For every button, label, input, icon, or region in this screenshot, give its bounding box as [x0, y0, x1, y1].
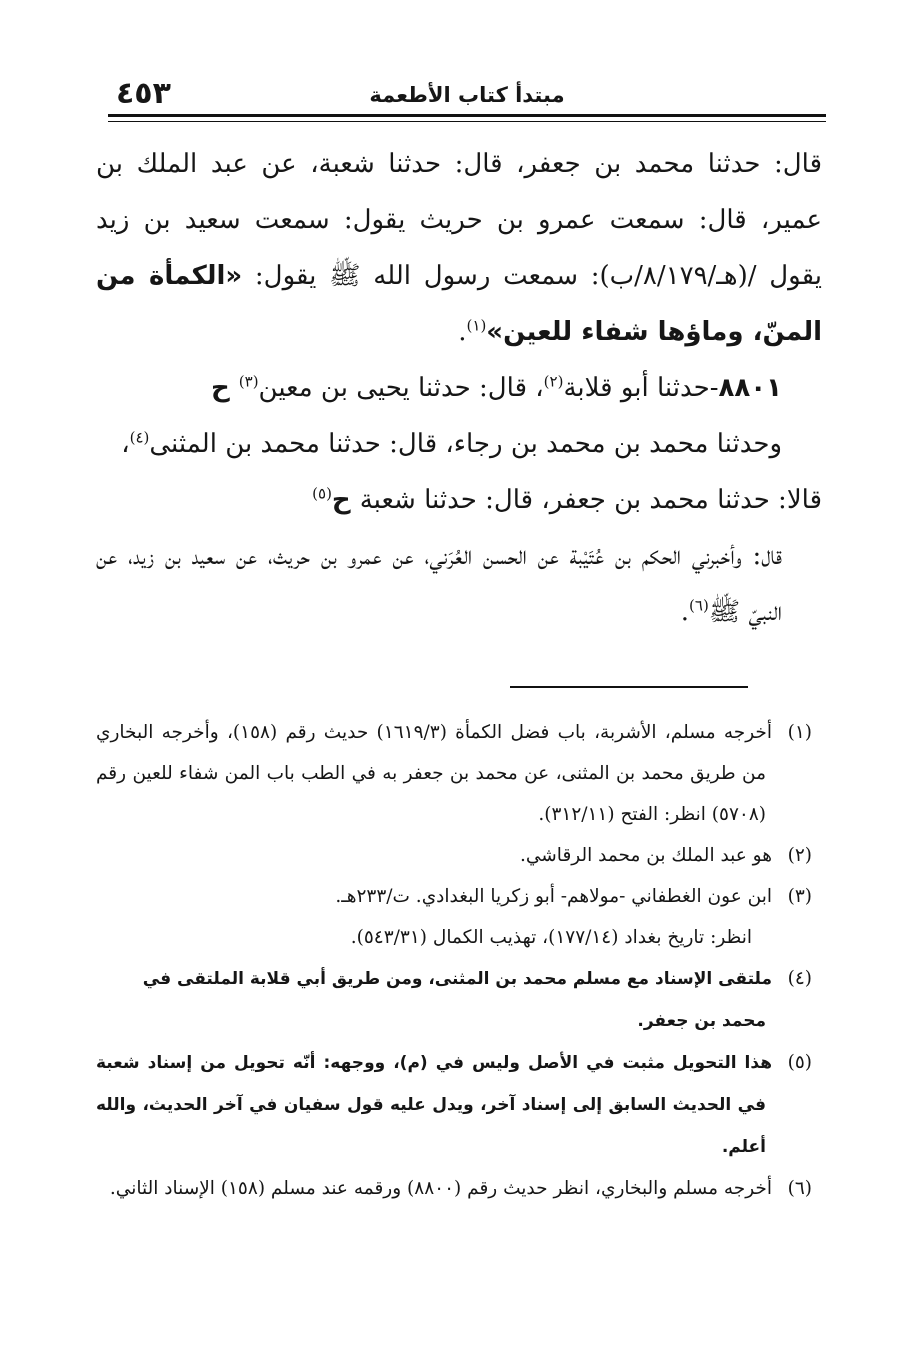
footnote-4 [96, 958, 812, 1042]
paragraph-chain-3 [96, 472, 822, 528]
running-title: مبتدأ كتاب الأطعمة [369, 83, 565, 107]
footnote-2 [96, 835, 812, 876]
paragraph-chain-2 [96, 416, 822, 472]
paragraph-chain-4 [96, 528, 822, 640]
footnote-ref-3: (٣) [238, 372, 259, 391]
footnote-ref-2: (٢) [543, 372, 564, 391]
footnote-label-5: (٥) [787, 1052, 812, 1073]
tahwil-mark-2: ح [331, 485, 360, 515]
footnote-ref-4: (٤) [129, 428, 150, 447]
footnote-ref-6: (٦) [689, 596, 709, 615]
hadith-number: ٨٨٠١ [718, 373, 782, 403]
footnote-ref-1: (١) [466, 316, 487, 335]
chain-text-4: قال: وأخبرني الحكم بن عُتَيْبة عن الحسن العُرَني، عن عمرو بن حريث، عن سعيد بن زيد، عن النبيّ ﷺ [96, 541, 782, 627]
paragraph-hadith-8801 [96, 360, 822, 416]
header-rule-thin [108, 121, 826, 122]
footnote-label-3: (٣) [787, 886, 812, 907]
footnote-text-4: ملتقى الإسناد مع مسلم محمد بن المثنى، ومن طريق أبي قلابة الملتقى في محمد بن جعفر. [142, 969, 772, 1031]
period: . [458, 317, 467, 347]
page-header [108, 74, 826, 114]
footnote-6 [96, 1168, 812, 1209]
footnote-label-2: (٢) [787, 845, 812, 866]
footnote-text-1: أخرجه مسلم، الأشربة، باب فضل الكمأة (١٦١٩/٣) حديث رقم (١٥٨)، وأخرجه البخاري من طريق محمد بن المثنى، عن محمد بن جعفر به في الطب باب المن شفاء للعين رقم (٥٧٠٨) انظر: الفتح (٣١٢/١١). [96, 722, 773, 825]
footnote-ref-5: (٥) [312, 484, 332, 503]
prophetic-quote: «الكمأة من المنّ، وماؤها شفاء للعين» [96, 261, 822, 347]
footnotes [96, 712, 812, 1209]
footnote-separator [510, 686, 748, 688]
period-2: . [680, 597, 690, 627]
footnote-label-4: (٤) [787, 968, 812, 989]
chain-text-3: قالا: حدثنا محمد بن جعفر، قال: حدثنا شعبة [359, 485, 822, 515]
header-rule-thick [108, 114, 826, 117]
footnote-text-6: أخرجه مسلم والبخاري، انظر حديث رقم (٨٨٠٠) ورقمه عند مسلم (١٥٨) الإسناد الثاني. [109, 1178, 772, 1199]
tahwil-mark: ح [210, 373, 239, 403]
footnote-text-3: ابن عون الغطفاني -مولاهم- أبو زكريا البغدادي. ت/٢٣٣هـ. [335, 886, 772, 907]
footnote-3 [96, 876, 812, 917]
chain-part-1: -حدثنا أبو قلابة [563, 373, 719, 403]
footnote-5 [96, 1042, 812, 1168]
chain-text-2: وحدثنا محمد بن محمد بن رجاء، قال: حدثنا محمد بن المثنى [149, 429, 782, 459]
footnote-3-continued: انظر: تاريخ بغداد (١٧٧/١٤)، تهذيب الكمال (٥٤٣/٣١). [350, 927, 752, 948]
footnote-label-6: (٦) [787, 1178, 812, 1199]
footnote-1 [96, 712, 812, 835]
comma: ، [121, 429, 130, 459]
chain-part-2: ، قال: حدثنا يحيى بن معين [258, 373, 544, 403]
main-text [96, 136, 822, 640]
paragraph-hadith-text [96, 136, 822, 360]
narration-chain: قال: حدثنا محمد بن جعفر، قال: حدثنا شعبة، عن عبد الملك بن عمير، قال: سمعت عمرو بن حريث يقول: سمعت سعيد بن زيد يقول /(هـ/٨/١٧٩/ب): سمعت رسول الله ﷺ يقول: [96, 149, 822, 291]
page-number: ٤٥٣ [116, 76, 171, 111]
footnote-text-5: هذا التحويل مثبت في الأصل وليس في (م)، ووجهه: أنّه تحويل من إسناد شعبة في الحديث السابق إلى إسناد آخر، ويدل عليه قول سفيان في آخر الحديث، والله أعلم. [96, 1053, 772, 1157]
footnote-text-2: هو عبد الملك بن محمد الرقاشي. [520, 845, 772, 866]
footnote-label-1: (١) [787, 722, 813, 743]
